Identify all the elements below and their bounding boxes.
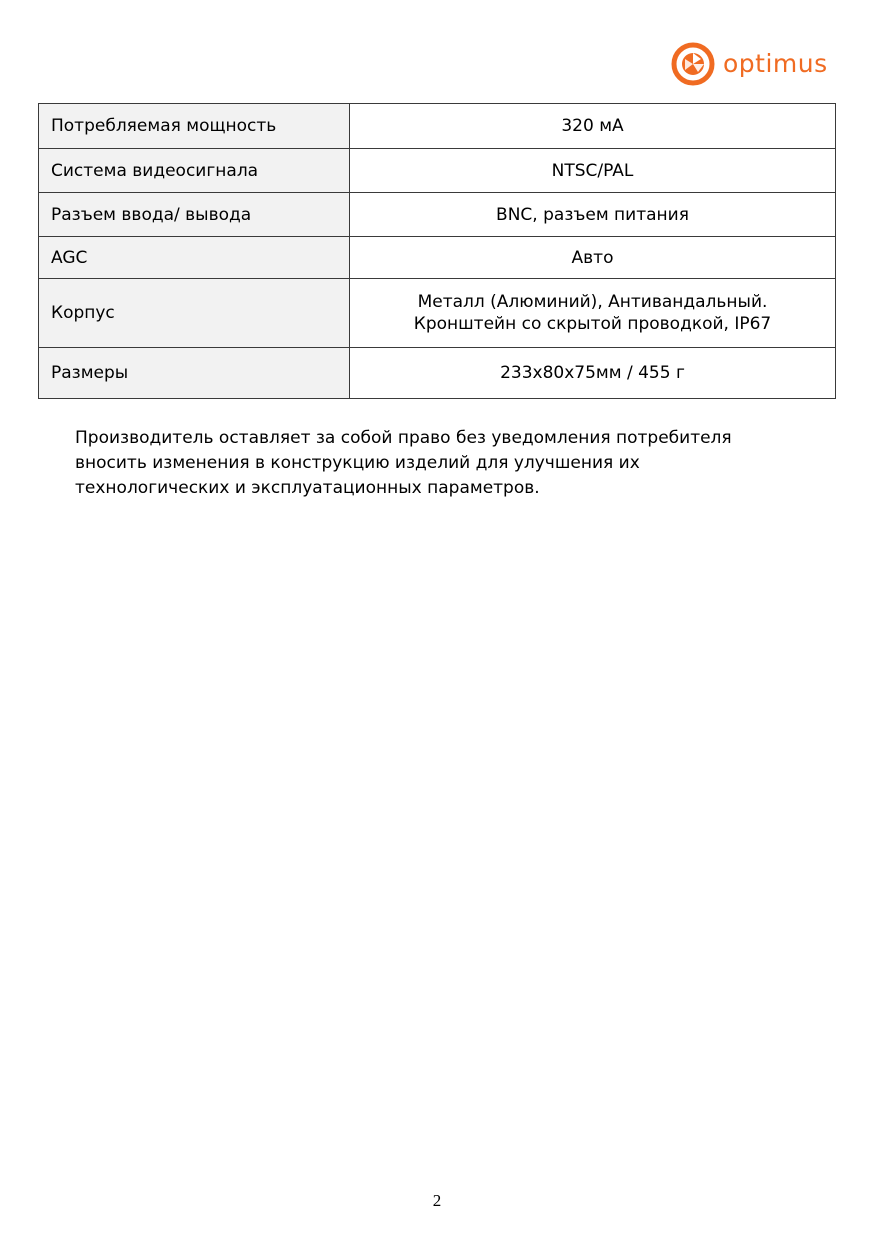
table-row — [39, 149, 836, 193]
spec-value: Авто — [350, 237, 836, 279]
spec-value: BNC, разъем питания — [350, 193, 836, 237]
spec-value-line: Кронштейн со скрытой проводкой, IP67 — [413, 314, 772, 334]
spec-value — [350, 279, 836, 348]
spec-value: 320 мА — [350, 104, 836, 149]
table-row — [39, 279, 836, 348]
spec-label: Размеры — [39, 348, 350, 399]
spec-value: 233x80x75мм / 455 г — [350, 348, 836, 399]
spec-label: Потребляемая мощность — [39, 104, 350, 149]
spec-label: Разъем ввода/ вывода — [39, 193, 350, 237]
aperture-logo-icon — [671, 42, 715, 86]
table-row — [39, 104, 836, 149]
note-line: вносить изменения в конструкцию изделий для улучшения их — [75, 453, 640, 473]
specs-table — [38, 103, 836, 399]
table-row — [39, 348, 836, 399]
note-line: технологических и эксплуатационных параметров. — [75, 478, 540, 498]
note-line: Производитель оставляет за собой право без уведомления потребителя — [75, 428, 732, 448]
spec-value: NTSC/PAL — [350, 149, 836, 193]
page-number: 2 — [432, 1191, 442, 1210]
spec-value-line: Металл (Алюминий), Антивандальный. — [417, 292, 768, 312]
manufacturer-note — [75, 426, 815, 501]
brand-logo — [671, 42, 828, 86]
spec-label: AGC — [39, 237, 350, 279]
spec-label: Система видеосигнала — [39, 149, 350, 193]
table-row — [39, 193, 836, 237]
table-row — [39, 237, 836, 279]
spec-label: Корпус — [39, 279, 350, 348]
brand-name: optimus — [723, 48, 828, 78]
